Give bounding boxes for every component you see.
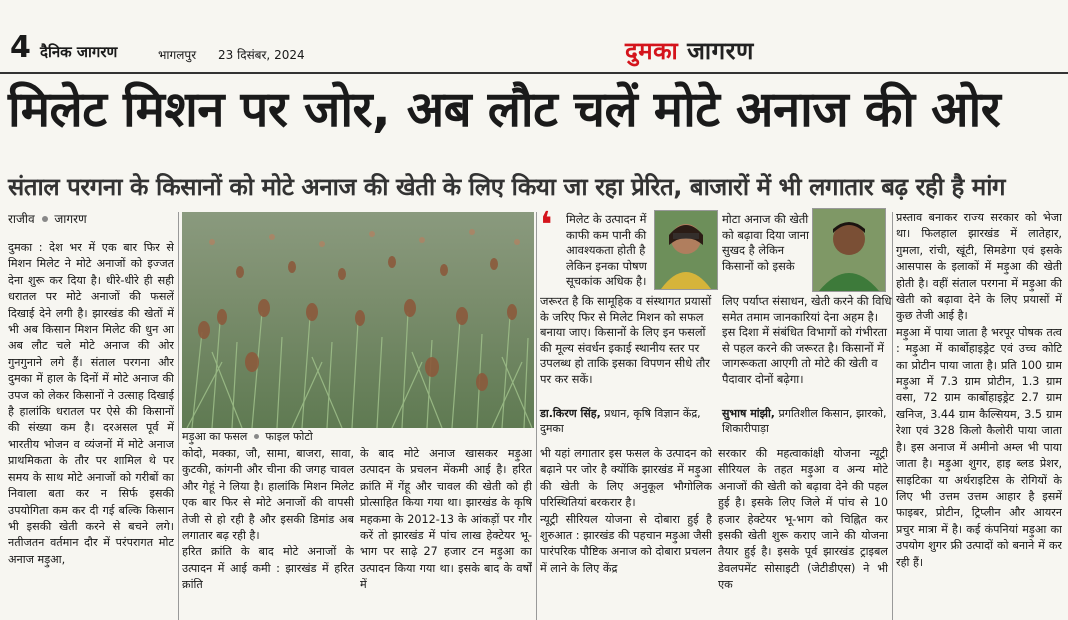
subheadline: संताल परगना के किसानों को मोटे अनाज की खेती के लिए किया जा रहा प्रेरित, बाजारों में भी लगातार बढ़ रही है मांग: [8, 173, 1006, 201]
quote-2-name: सुभाष मांझी,: [722, 407, 775, 420]
brand-dark: जागरण: [687, 37, 754, 65]
column-text: के बाद मोटे अनाज खासकर मड़ुआ उत्पादन के प्रचलन मेंकमी आई है। हरित क्रांति में गेंहू और चावल की खेती को ही प्रोत्साहित किया गया था। झारखंड के कृषि महकमा के 2012-13 के आंकड़ों पर गौर करें तो झारखंड में पांच लाख हेक्टेयर भू-भाग पर साढ़े 27 हजार टन मड़ुआ का उत्पादन किया गया था। इसके बाद के वर्षों में: [360, 447, 532, 592]
article-column-5: [718, 446, 888, 620]
edition-city: भागलपुर: [158, 48, 197, 62]
quote-1-body: जरूरत है कि सामूहिक व संस्थागत प्रयासों के जरिए फिर से मिलेट मिशन को सफल बनाया जाए। किसानों के लिए इन फसलों की मूल्य संवर्धन इकाई स्थानीय स्तर पर उपलब्ध हो ताकि इसका विपणन सीधे तौर पर कर सकें।: [540, 294, 712, 386]
byline-source: जागरण: [54, 212, 87, 226]
byline-author: राजीव: [8, 212, 35, 226]
portrait-subhash-manjhi: [812, 208, 886, 292]
byline: [8, 210, 87, 227]
article-column-2: [182, 446, 354, 620]
quote-2-body: लिए पर्याप्त संसाधन, खेती करने की विधि समेत तमाम जानकारियां देना अहम है। इस दिशा में संबंधित विभागों को गंभीरता से पहल करने की जरूरत है। किसानों में जागरूकता आएगी तो मोटे की खेती व पैदावार दोनों बढ़ेगा।: [722, 294, 892, 386]
brand-logo: [625, 34, 754, 67]
millet-field-illustration: [182, 212, 534, 428]
caption-text: मड़ुआ का फसल: [182, 430, 248, 443]
paper-name: दैनिक जागरण: [40, 43, 118, 61]
column-divider: [892, 212, 893, 620]
column-divider: [536, 212, 537, 620]
column-subhead-text: मड़ुआ में पाया जाता है भरपूर पोषक तत्व : मड़ुआ में कार्बोहाइड्रेट एवं उच्च कोटि का प्रोटीन पाया जाता है। प्रति 100 ग्राम मड़ुआ में 7.3 ग्राम प्रोटीन, 1.3 ग्राम वसा, 72 ग्राम कार्बोहाइड्रेट 2.7 ग्राम खनिज, 3.44 ग्राम कैल्सियम, 3.5 ग्राम रेशा एवं 328 किलो कैलोरी पाया जाता है। इस अनाज में अमीनो अम्ल भी पाया जाता है। मड़ुआ शुगर, हाइ ब्लड प्रेशर, साइटिका या अर्थराइटिस के रोगियों के लिए भी उत्तम उत्तम आहार है इसमें फाइबर, प्रोटीन, ट्रिप्लीन और आयरन प्रचुर मात्रा में है। कई कंपनियां मड़ुआ का उपयोग शुगर फ्री उत्पादों को बनाने में कर रही हैं।: [896, 325, 1062, 569]
edition-date: 23 दिसंबर, 2024: [218, 48, 305, 62]
quote-mark-icon: ❛: [540, 205, 553, 246]
article-column-1: [8, 240, 174, 620]
column-text: सरकार की महत्वाकांक्षी योजना न्यूट्री सीरियल के तहत मड़ुआ व अन्य मोटे अनाजों की खेती को बढ़ावा देने की पहल हुई है। इसके लिए जिले में पांच से 10 हजार हेक्टेयर भू-भाग को चिह्नित कर इसकी खेती शुरू कराए जाने की योजना तैयार हुई है। इसके पूर्व झारखंड ट्राइबल डेवलपमेंट सोसाइटी (जेटीडीएस) ने भी एक: [718, 447, 888, 592]
photo-caption: [182, 429, 313, 444]
quote-1-designation: प्रधान, कृषि विज्ञान केंद्र, दुमका: [540, 407, 701, 435]
column-divider: [178, 212, 179, 620]
quote-2-signature: [722, 406, 892, 436]
article-column-3: [360, 446, 532, 620]
quote-2-lead: मोटा अनाज की खेती को बढ़ावा दिया जाना सुखद है लेकिन किसानों को इसके: [722, 212, 809, 273]
caption-credit: फाइल फोटो: [265, 430, 313, 443]
column-text: कोदो, मक्का, जौ, सामा, बाजरा, सावा, कुटकी, कांगनी और चीना की जगह चावल और गेहूं ने लिया है। हालांकि मिशन मिलेट एक बार फिर से मोटे अनाजों की वापसी तेजी से हो रही है और इसकी डिमांड अब लगातार बढ़ रही है।: [182, 447, 354, 543]
quote-1-signature: [540, 406, 715, 436]
masthead-rule: [0, 72, 1068, 74]
column-text: भी यहां लगातार इस फसल के उत्पादन को बढ़ाने पर जोर है क्योंकि झारखंड में मड़ुआ की खेती के लिए अनुकूल भौगोलिक परिस्थितियां बरकरार है।: [540, 447, 712, 510]
article-column-6: [896, 210, 1062, 620]
caption-separator: [254, 434, 259, 439]
column-text: प्रस्ताव बनाकर राज्य सरकार को भेजा था। फिलहाल झारखंड में लातेहार, गुमला, रांची, खूंटी, सिमडेगा एवं इसके आसपास के इलाकों में मड़ुआ की खेती होती है। वहीं संताल परगना में मड़ुआ की खेती को बढ़ावा देने के लिए प्रयासों में कुछ तेजी आई है।: [896, 211, 1062, 323]
masthead: [0, 0, 1068, 72]
quote-1-lead: मिलेट के उत्पादन में काफी कम पानी की आवश्यकता होती है लेकिन इनका पोषण सूचकांक अधिक है।: [566, 212, 647, 289]
quote-1-name: डा.किरण सिंह,: [540, 407, 601, 420]
brand-red: दुमका: [625, 37, 679, 65]
column-subhead-text: न्यूट्री सीरियल योजना से दोबारा हुई है शुरुआत : झारखंड की पहचान मड़ुआ जैसी पारंपरिक पौष्टिक अनाज को दोबारा प्रचलन में लाने के लिए केंद्र: [540, 512, 712, 575]
article-column-4: [540, 446, 712, 620]
portrait-image: [655, 211, 717, 289]
millet-field-photo: [182, 212, 534, 428]
column-subhead-text: हरित क्रांति के बाद मोटे अनाजों के उत्पादन में आई कमी : झारखंड में हरित क्रांति: [182, 545, 354, 592]
headline: मिलेट मिशन पर जोर, अब लौट चलें मोटे अनाज की ओर: [8, 81, 1001, 138]
portrait-kiran-singh: [654, 210, 718, 290]
portrait-image: [813, 209, 885, 291]
column-text: दुमका : देश भर में एक बार फिर से मिशन मिलेट ने मोटे अनाजों को इज्जत देना शुरू कर दिया है। धीरे-धीरे ही सही धरातल पर मोटे अनाजों की फसलें दिखाई देने लगी है। झारखंड की खेतों में भी अब किसान मिशन मिलेट की धुन आ अब लौट चले मोटे अनाज की ओर गुनगुनाने लगे हैं। संताल परगना और दुमका में हाल के दिनों में मोटे अनाज की उपज को लेकर किसानों ने उत्साह दिखाई है हालांकि धरातल पर ऐसे की किसानों की संख्या कम है। दरअसल पूर्व में भारतीय भोजन व व्यंजनों में मोटे अनाज प्राथमिकता के तौर पर शामिल थे पर समय के साथ मोटे अनाजों को गरीबों का निवाला बता कर न सिर्फ इसकी उपयोगिता कम कर दी गई बल्कि किसान भी इसकी खेती करने से बचने लगे। नतीजतन वर्तमान दौर में परंपरागत मोट अनाज मड़ुआ,: [8, 241, 174, 566]
quote-2-designation: प्रगतिशील किसान, झारको, शिकारीपाड़ा: [722, 407, 887, 435]
byline-separator: [42, 216, 48, 222]
page-number: 4: [10, 30, 31, 65]
